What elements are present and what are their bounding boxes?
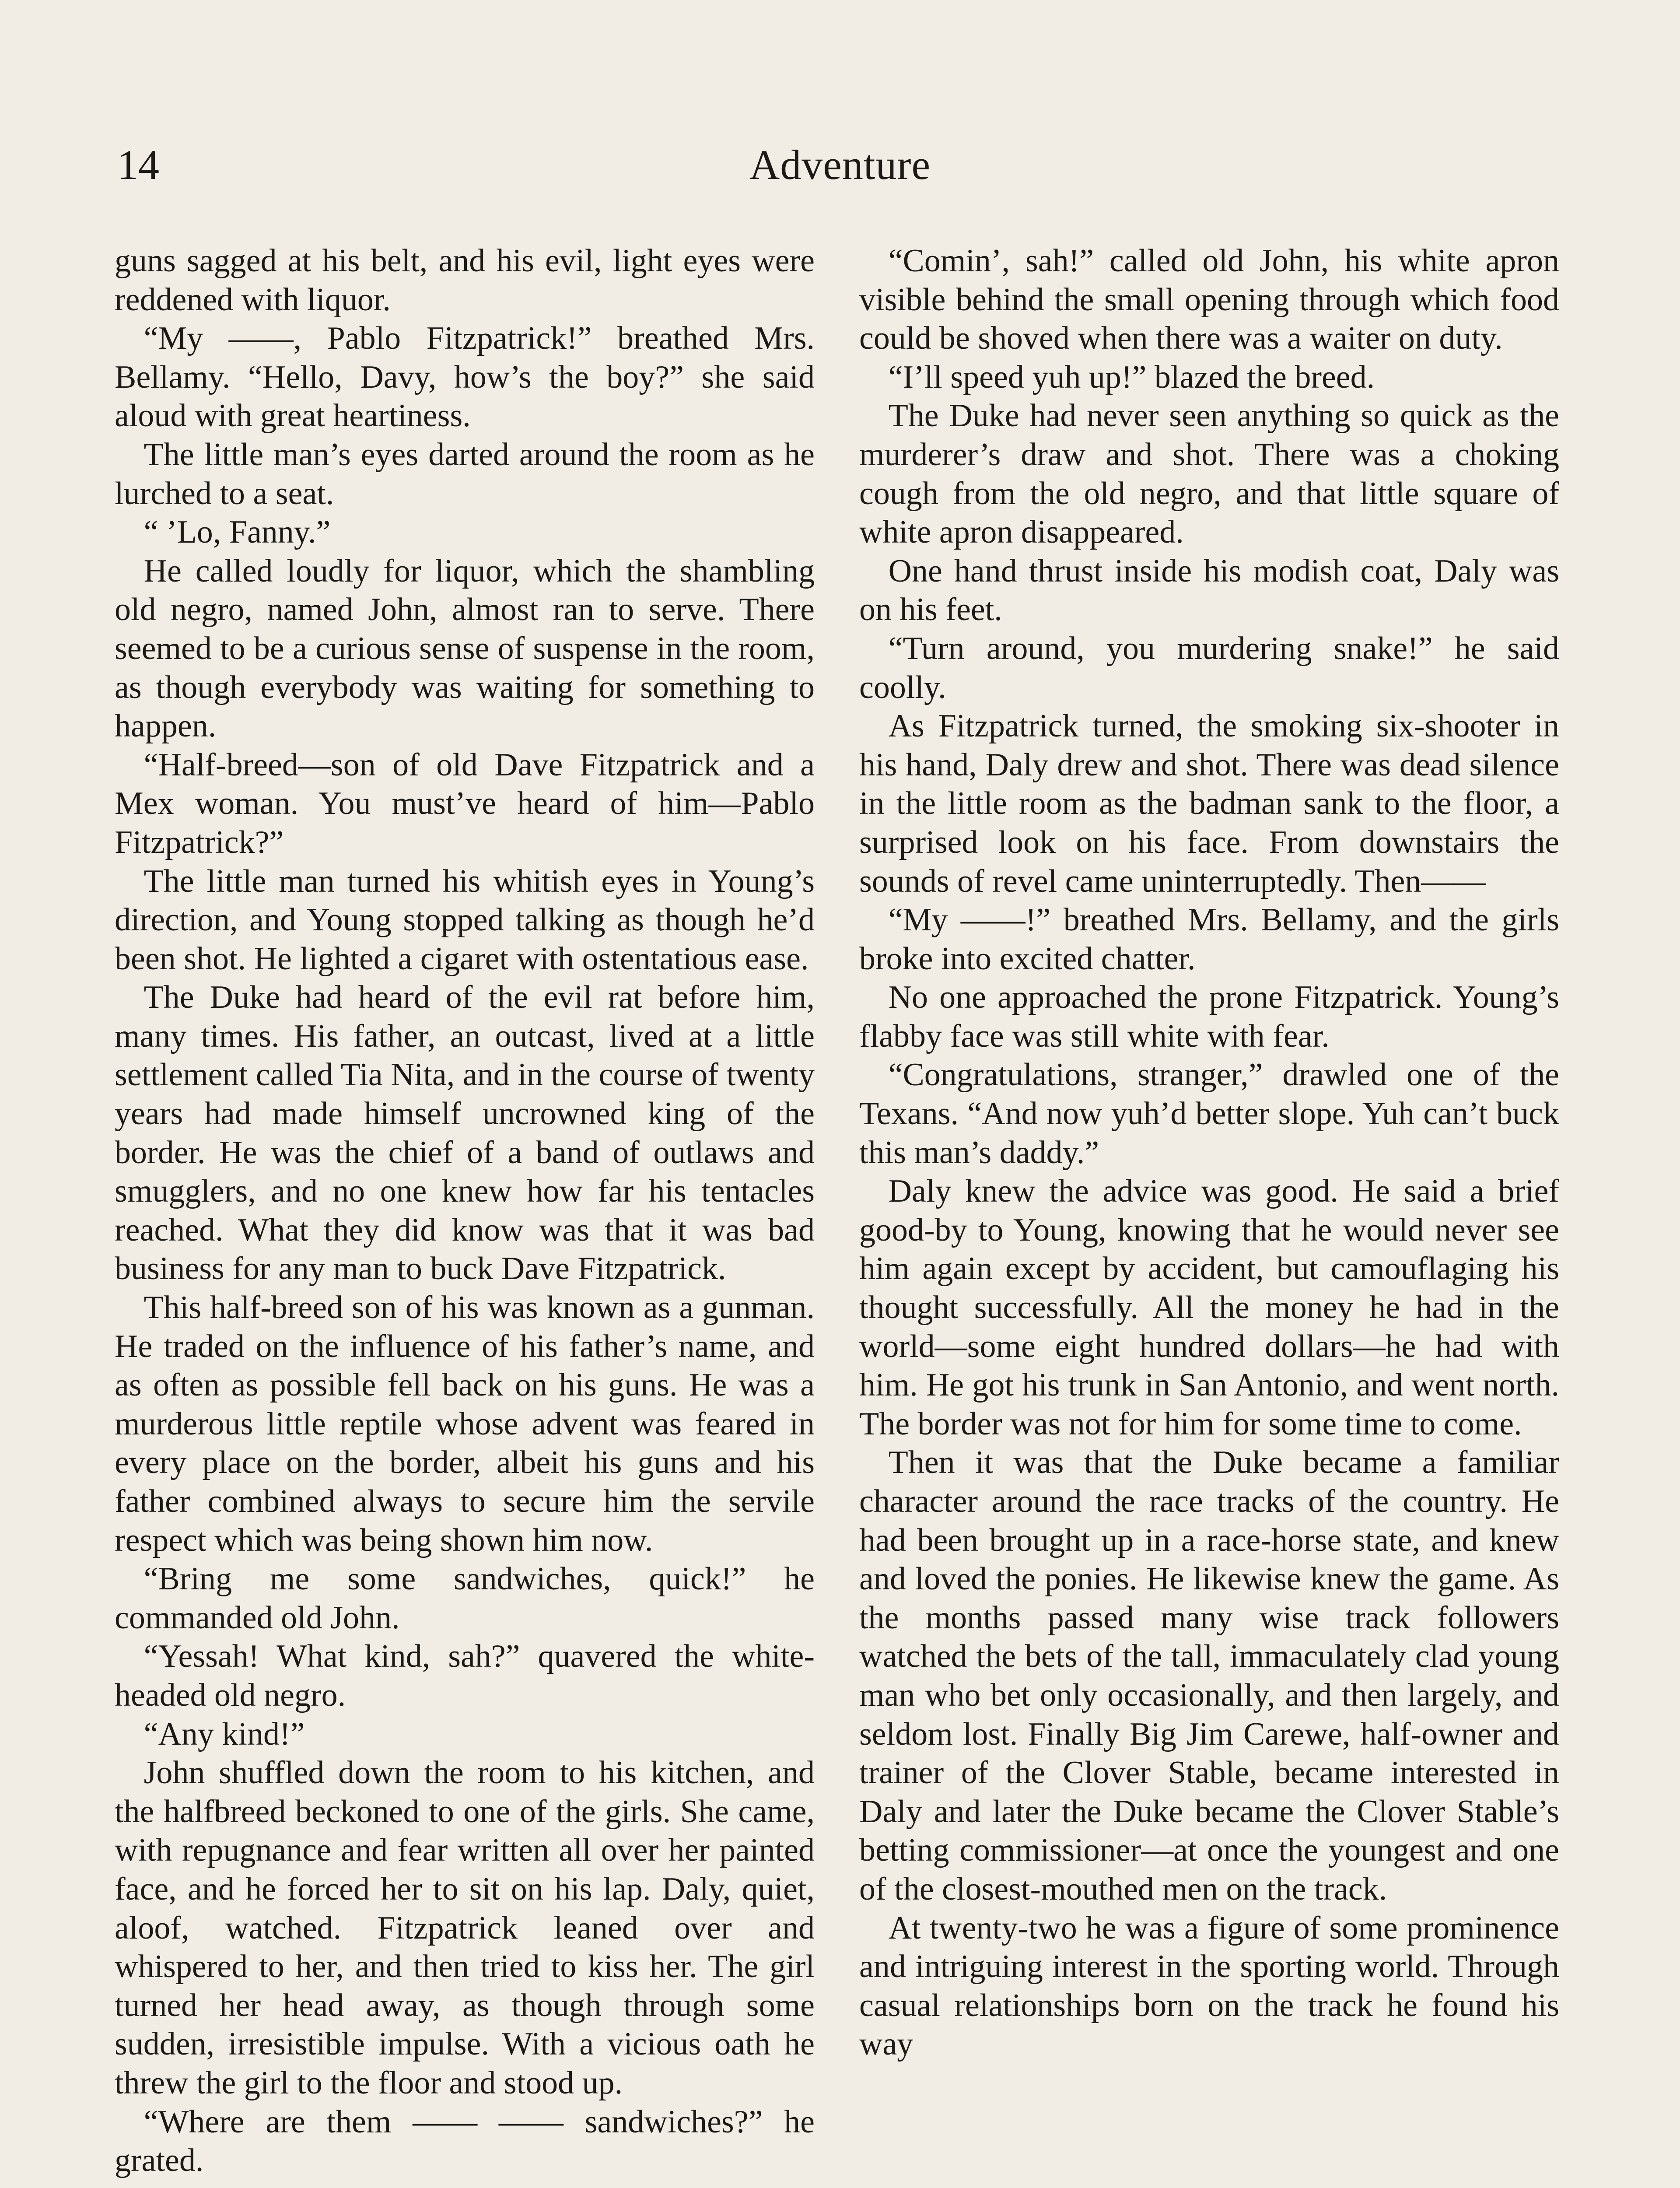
running-title: Adventure [749,141,931,188]
page-number: 14 [117,141,159,188]
paragraph: “Yessah! What kind, sah?” quavered the white-headed old negro. [115,1638,815,1713]
paragraph: “Congratulations, stranger,” drawled one of the Texans. “And now yuh’d better slope. Yuh can’t buck this man’s daddy.” [859,1057,1559,1171]
paragraph: The Duke had heard of the evil rat before him, many times. His father, an outcast, lived at a little settlement called Tia Nita, and in the course of twenty years had made himself uncrowned king of the border. He was the chief of a band of outlaws and smugglers, and no one knew how far his tentacles reached. What they did know was that it was bad business for any man to buck Dave Fitzpatrick. [115,979,815,1287]
paragraph: No one approached the prone Fitzpatrick. Young’s flabby face was still white with fear. [859,979,1559,1054]
paragraph: He called loudly for liquor, which the shambling old negro, named John, almost ran to serve. There seemed to be a curious sense of suspense in the room, as though everybody was waiting for something to happen. [115,553,815,744]
paragraph: “Where are them —— —— sandwiches?” he grated. [115,2104,815,2179]
paragraph: The little man’s eyes darted around the room as he lurched to a seat. [115,436,815,512]
paragraph: At twenty-two he was a figure of some prominence and intriguing interest in the sporting world. Through casual relationships born on the track he found his way [859,1910,1559,2062]
paragraph: The little man turned his whitish eyes in Young’s direction, and Young stopped talking as though he’d been shot. He lighted a cigaret with ostentatious ease. [115,863,815,977]
paragraph: “Comin’, sah!” called old John, his white apron visible behind the small opening through which food could be shoved when there was a waiter on duty. [859,243,1559,357]
paragraph: As Fitzpatrick turned, the smoking six-shooter in his hand, Daly drew and shot. There was dead silence in the little room as the badman sank to the floor, a surprised look on his face. From downstairs the sounds of revel came uninterruptedly. Then—— [859,708,1559,899]
paragraph: “Half-breed—son of old Dave Fitzpatrick and a Mex woman. You must’ve heard of him—Pablo Fitzpatrick?” [115,747,815,860]
paragraph: “Bring me some sandwiches, quick!” he commanded old John. [115,1561,815,1636]
paragraph: This half-breed son of his was known as a gunman. He traded on the influence of his father’s name, and as often as possible fell back on his guns. He was a murderous little reptile whose advent was feared in every place on the border, albeit his guns and his father combined always to secure him the servile respect which was being shown him now. [115,1290,815,1558]
paragraph: “My ——!” breathed Mrs. Bellamy, and the girls broke into excited chatter. [859,902,1559,977]
paragraph: guns sagged at his belt, and his evil, light eyes were reddened with liquor. [115,243,815,318]
paragraph: John shuffled down the room to his kitchen, and the halfbreed beckoned to one of the girls. She came, with repugnance and fear written all over her painted face, and he forced her to sit on his lap. Daly, quiet, aloof, watched. Fitzpatrick leaned over and whispered to her, and then tried to kiss her. The girl turned her head away, as though through some sudden, irresistible impulse. With a vicious oath he threw the girl to the floor and stood up. [115,1755,815,2101]
paragraph: “Turn around, you murdering snake!” he said coolly. [859,630,1559,705]
paragraph: Then it was that the Duke became a familiar character around the race tracks of the country. He had been brought up in a race-horse state, and knew and loved the ponies. He likewise knew the game. As the months passed many wise track followers watched the bets of the tall, immaculately clad young man who bet only occasionally, and then largely, and seldom lost. Finally Big Jim Carewe, half-owner and trainer of the Clover Stable, became interested in Daly and later the Duke became the Clover Stable’s betting commissioner—at once the youngest and one of the closest-mouthed men on the track. [859,1445,1559,1907]
paragraph: “Any kind!” [144,1716,305,1752]
paragraph: Daly knew the advice was good. He said a brief good-by to Young, knowing that he would never see him again except by accident, but camouflaging his thought successfully. All the money he had in the world—some eight hundred dollars—he had with him. He got his trunk in San Antonio, and went north. The border was not for him for some time to come. [859,1173,1559,1442]
left-column [115,242,815,2180]
paragraph: One hand thrust inside his modish coat, Daly was on his feet. [859,553,1559,628]
paragraph: “My ——, Pablo Fitzpatrick!” breathed Mrs. Bellamy. “Hello, Davy, how’s the boy?” she said aloud with great heartiness. [115,320,815,434]
paragraph: “I’ll speed yuh up!” blazed the breed. [888,359,1375,395]
right-column [859,242,1559,2064]
paragraph: The Duke had never seen anything so quick as the murderer’s draw and shot. There was a choking cough from the old negro, and that little square of white apron disappeared. [859,398,1559,551]
paragraph: “ ’Lo, Fanny.” [144,514,331,551]
